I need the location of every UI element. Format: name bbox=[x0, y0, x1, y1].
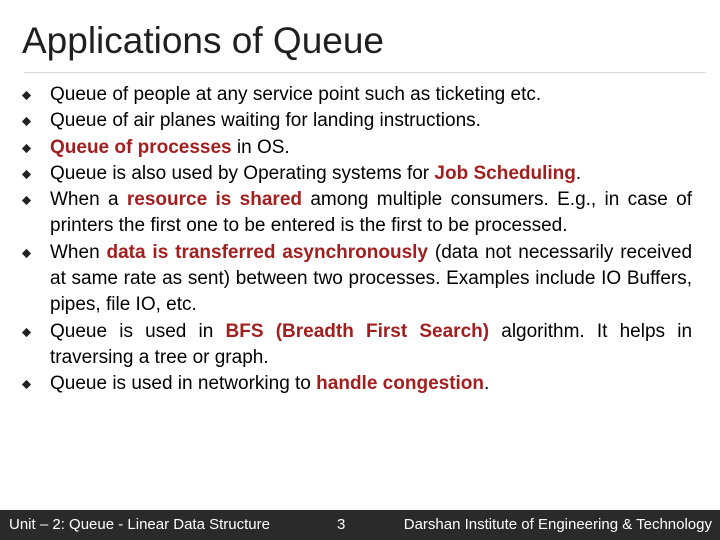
bullet-item bbox=[22, 187, 692, 240]
bullet-text: Queue of people at any service point such as ticketing etc. bbox=[50, 84, 542, 105]
bullet-square-icon bbox=[22, 380, 31, 389]
bullet-text: algorithm. It helps in traversing a tree or graph. bbox=[50, 320, 693, 368]
bullet-square-icon bbox=[22, 328, 31, 337]
bullet-square-icon bbox=[22, 91, 31, 100]
bullet-item bbox=[22, 82, 692, 108]
bullet-highlight-text: Queue of processes bbox=[50, 136, 232, 158]
footer-page-number: 3 bbox=[337, 516, 346, 533]
bullet-highlight-text: resource is shared bbox=[126, 189, 302, 211]
bullet-item bbox=[22, 240, 692, 319]
bullet-text: . bbox=[575, 162, 582, 184]
bullet-item bbox=[22, 161, 692, 187]
bullet-text: When a bbox=[50, 189, 127, 211]
bullet-list bbox=[22, 82, 692, 398]
bullet-highlight-text: data is transferred asynchronously bbox=[106, 241, 429, 263]
bullet-square-icon bbox=[22, 117, 31, 126]
bullet-highlight-text: BFS (Breadth First Search) bbox=[225, 320, 490, 342]
footer-institute-label: Darshan Institute of Engineering & Technology bbox=[403, 516, 712, 533]
bullet-highlight-text: Job Scheduling bbox=[434, 162, 576, 184]
bullet-text: in OS. bbox=[231, 136, 290, 158]
bullet-square-icon bbox=[22, 196, 31, 205]
bullet-square-icon bbox=[22, 144, 31, 153]
bullet-text: When bbox=[50, 241, 107, 263]
bullet-highlight-text: handle congestion bbox=[316, 373, 485, 395]
bullet-item bbox=[22, 108, 692, 134]
bullet-item bbox=[22, 135, 692, 161]
bullet-text: . bbox=[484, 373, 490, 395]
bullet-text: (data not necessarily received at same rate as sent) between two processes. Examples include IO Buffers, pipes, file IO, etc. bbox=[50, 241, 693, 316]
bullet-text: Queue is also used by Operating systems for bbox=[50, 162, 435, 184]
bullet-square-icon bbox=[22, 249, 31, 258]
slide-title: Applications of Queue bbox=[22, 20, 385, 61]
slide-footer bbox=[0, 510, 720, 540]
title-divider bbox=[24, 72, 706, 73]
bullet-square-icon bbox=[22, 170, 31, 179]
bullet-text: among multiple consumers. E.g., in case of printers the first one to be entered is the first to be processed. bbox=[50, 189, 692, 237]
bullet-text: Queue is used in networking to bbox=[50, 373, 317, 395]
footer-unit-label: Unit – 2: Queue - Linear Data Structure bbox=[9, 516, 270, 533]
bullet-item bbox=[22, 371, 692, 397]
bullet-item bbox=[22, 319, 692, 372]
bullet-text: Queue is used in bbox=[50, 320, 226, 342]
bullet-text: Queue of air planes waiting for landing instructions. bbox=[50, 110, 481, 132]
